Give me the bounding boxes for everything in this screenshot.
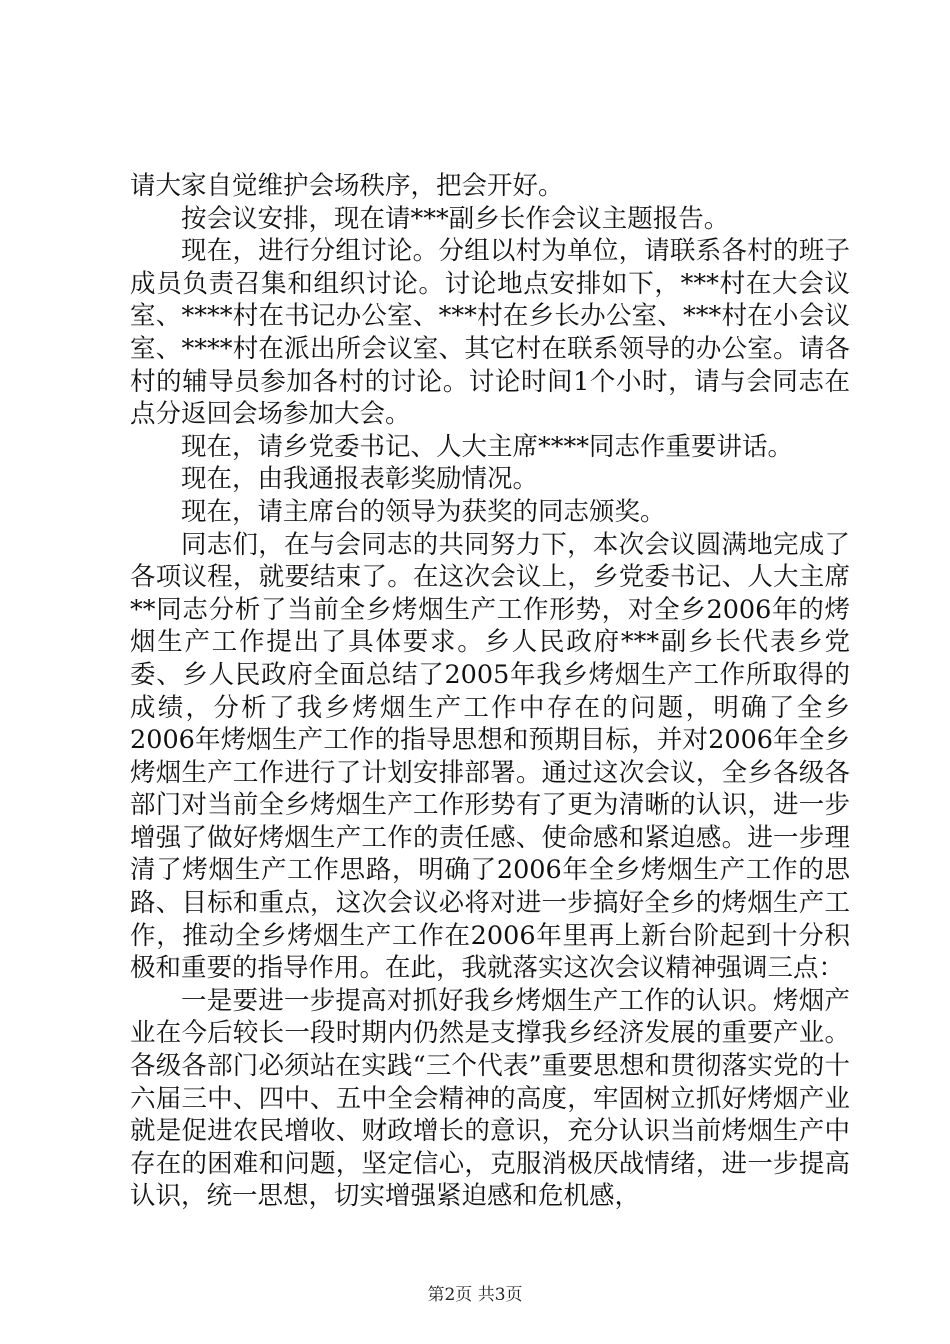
page-footer: 第2页 共3页 [427, 1285, 523, 1305]
paragraph-report: 按会议安排，现在请***副乡长作会议主题报告。 [181, 203, 730, 234]
paragraph-point-one: 一是要进一步提高对抓好我乡烤烟生产工作的认识。烤烟产业在今后较长一段时期内仍然是支撑我乡经济发展的重要产业。各级各部门必须站在实践“三个代表”重要思想和贯彻落实党的十六届三中、四中、五中全会精神的高度，牢固树立抓好烤烟产业就是促进农民增收、财政增长的意识，充分认识当前烤烟生产中存在的困难和问题，坚定信心，克服消极厌战情绪，进一步提高认识，统一思想，切实增强紧迫感和危机感， [130, 985, 850, 1212]
paragraph-group-discussion: 现在，进行分组讨论。分组以村为单位，请联系各村的班子成员负责召集和组织讨论。讨论地点安排如下，***村在大会议室、****村在书记办公室、***村在乡长办公室、***村在小会议室、****村在派出所会议室、其它村在联系领导的办公室。请各村的辅导员参加各村的讨论。讨论时间1个小时，请与会同志在点分返回会场参加大会。 [130, 236, 850, 430]
document-body [130, 170, 850, 1213]
paragraph-continuation: 请大家自觉维护会场秩序，把会开好。 [130, 171, 564, 201]
paragraph-awards-announcement: 现在，由我通报表彰奖励情况。 [181, 464, 539, 495]
paragraph-awards-ceremony: 现在，请主席台的领导为获奖的同志颁奖。 [181, 496, 666, 527]
paragraph-speech: 现在，请乡党委书记、人大主席****同志作重要讲话。 [181, 431, 794, 462]
paragraph-summary: 同志们，在与会同志的共同努力下，本次会议圆满地完成了各项议程，就要结束了。在这次会议上，乡党委书记、人大主席**同志分析了当前全乡烤烟生产工作形势，对全乡2006年的烤烟生产工作提出了具体要求。乡人民政府***副乡长代表乡党委、乡人民政府全面总结了2005年我乡烤烟生产工作所取得的成绩，分析了我乡烤烟生产工作中存在的问题，明确了全乡2006年烤烟生产工作的指导思想和预期目标，并对2006年全乡烤烟生产工作进行了计划安排部署。通过这次会议，全乡各级各部门对当前全乡烤烟生产工作形势有了更为清晰的认识，进一步增强了做好烤烟生产工作的责任感、使命感和紧迫感。进一步理清了烤烟生产工作思路，明确了2006年全乡烤烟生产工作的思路、目标和重点，这次会议必将对进一步搞好全乡的烤烟生产工作，推动全乡烤烟生产工作在2006年里再上新台阶起到十分积极和重要的指导作用。在此，我就落实这次会议精神强调三点： [130, 529, 850, 984]
